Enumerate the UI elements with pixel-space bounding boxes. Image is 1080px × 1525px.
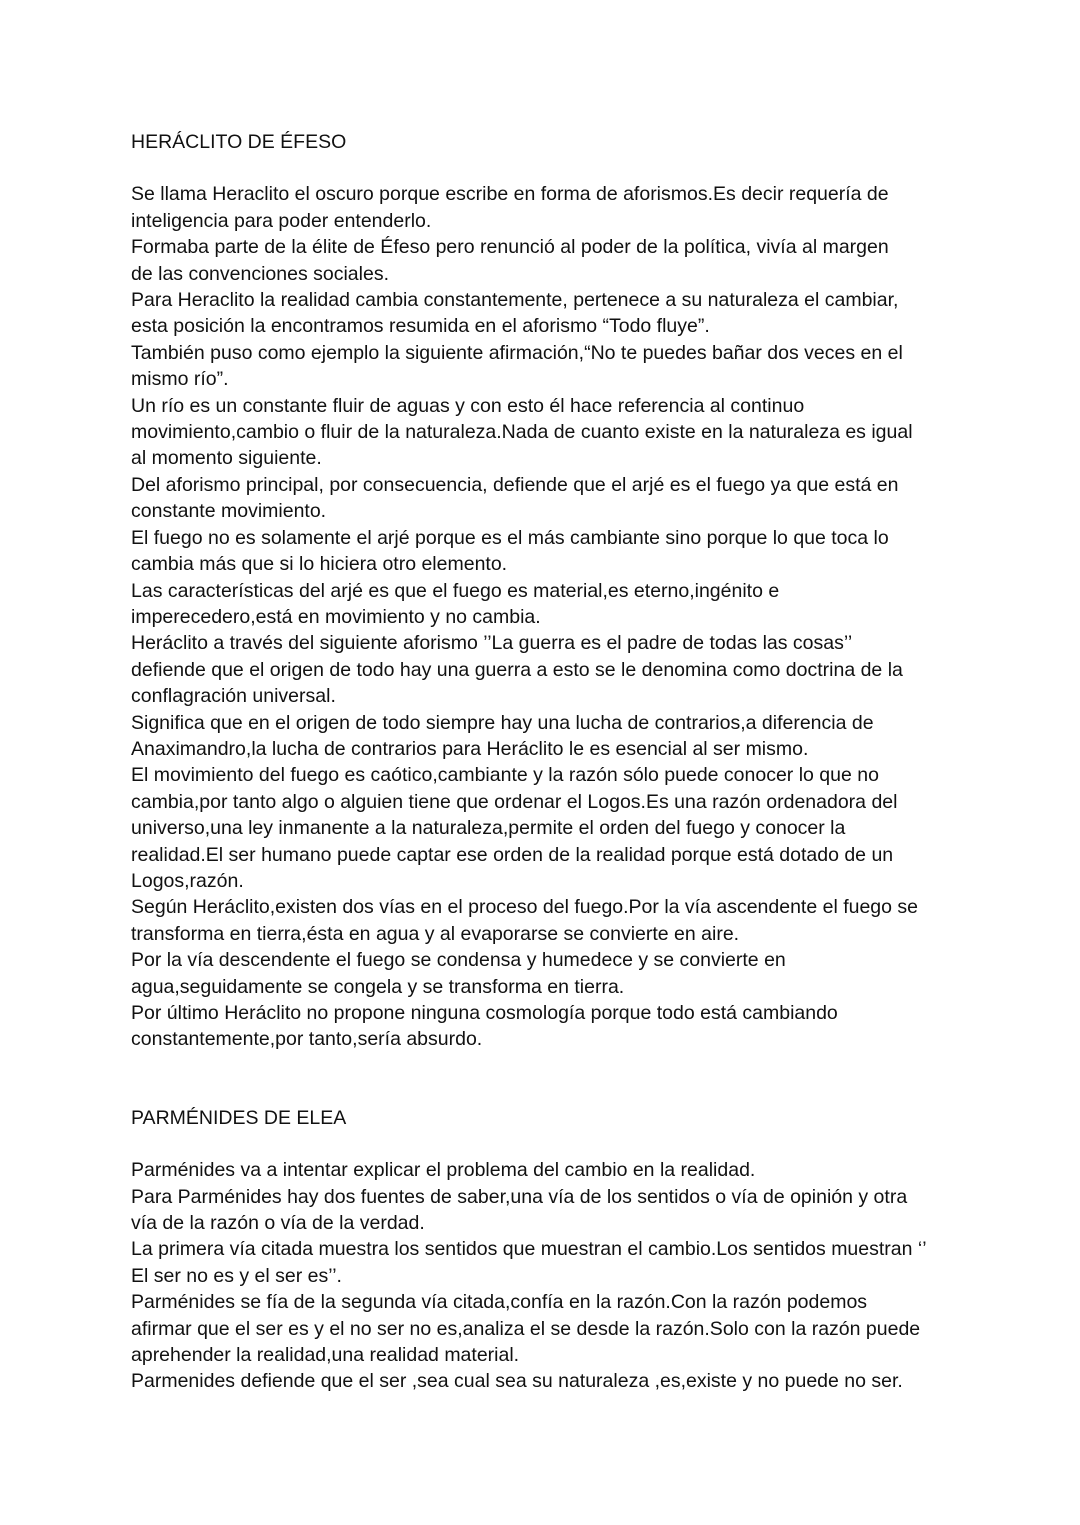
paragraph: Heráclito a través del siguiente aforismo ’’La guerra es el padre de todas las cosas’’ defiende que el origen de todo hay una guerra a esto se le denomina como doctrina de la conflagración universal. xyxy=(131,632,903,708)
section-heading: HERÁCLITO DE ÉFESO xyxy=(131,131,347,153)
paragraph: Significa que en el origen de todo siempre hay una lucha de contrarios,a diferencia de Anaximandro,la lucha de contrarios para Heráclito le es esencial al ser mismo. xyxy=(131,711,874,760)
section-heading: PARMÉNIDES DE ELEA xyxy=(131,1106,347,1129)
paragraph: También puso como ejemplo la siguiente afirmación,“No te puedes bañar dos veces en el mismo río”. xyxy=(131,341,903,391)
paragraph: Por la vía descendente el fuego se condensa y humedece y se convierte en agua,seguidamente se congela y se transforma en tierra. xyxy=(131,949,786,998)
paragraph: Un río es un constante fluir de aguas y con esto él hace referencia al continuo movimiento,cambio o fluir de la naturaleza.Nada de cuanto existe en la naturaleza es igual al momento siguiente. xyxy=(131,394,913,470)
paragraph: Parmenides defiende que el ser ,sea cual sea su naturaleza ,es,existe y no puede no ser. xyxy=(131,1370,903,1393)
section-parmenides xyxy=(131,1105,980,1395)
paragraph: Por último Heráclito no propone ninguna cosmología porque todo está cambiando constantemente,por tanto,sería absurdo. xyxy=(131,1002,838,1051)
paragraph: Formaba parte de la élite de Éfeso pero renunció al poder de la política, vivía al margen de las convenciones sociales. xyxy=(131,236,889,285)
paragraph: La primera vía citada muestra los sentidos que muestran el cambio.Los sentidos muestran ‘’ El ser no es y el ser es’’. xyxy=(131,1238,927,1287)
paragraph: Parménides se fía de la segunda vía citada,confía en la razón.Con la razón podemos afirmar que el ser es y el no ser no es,analiza el se desde la razón.Solo con la razón puede aprehender la realidad,una realidad material. xyxy=(131,1291,921,1367)
paragraph: Las características del arjé es que el fuego es material,es eterno,ingénito e imperecedero,está en movimiento y no cambia. xyxy=(131,579,780,628)
paragraph: Para Parménides hay dos fuentes de saber,una vía de los sentidos o vía de opinión y otra vía de la razón o vía de la verdad. xyxy=(131,1185,908,1235)
paragraph: Se llama Heraclito el oscuro porque escribe en forma de aforismos.Es decir requería de inteligencia para poder entenderlo. xyxy=(131,183,889,232)
section-heraclito xyxy=(131,129,980,1053)
paragraph: Según Heráclito,existen dos vías en el proceso del fuego.Por la vía ascendente el fuego se transforma en tierra,ésta en agua y al evaporarse se convierte en aire. xyxy=(131,896,918,945)
paragraph: Del aforismo principal, por consecuencia, defiende que el arjé es el fuego ya que está en constante movimiento. xyxy=(131,473,899,523)
paragraph: El fuego no es solamente el arjé porque es el más cambiante sino porque lo que toca lo cambia más que si lo hiciera otro elemento. xyxy=(131,526,889,576)
paragraph: Para Heraclito la realidad cambia constantemente, pertenece a su naturaleza el cambiar, esta posición la encontramos resumida en el aforismo “Todo fluye”. xyxy=(131,289,899,338)
paragraph: Parménides va a intentar explicar el problema del cambio en la realidad. xyxy=(131,1159,756,1182)
paragraph: El movimiento del fuego es caótico,cambiante y la razón sólo puede conocer lo que no cambia,por tanto algo o alguien tiene que ordenar el Logos.Es una razón ordenadora del universo,una ley inmanente a la naturaleza,permite el orden del fuego y conocer la realidad.El ser humano puede captar ese orden de la realidad porque está dotado de un Logos,razón. xyxy=(131,764,898,892)
